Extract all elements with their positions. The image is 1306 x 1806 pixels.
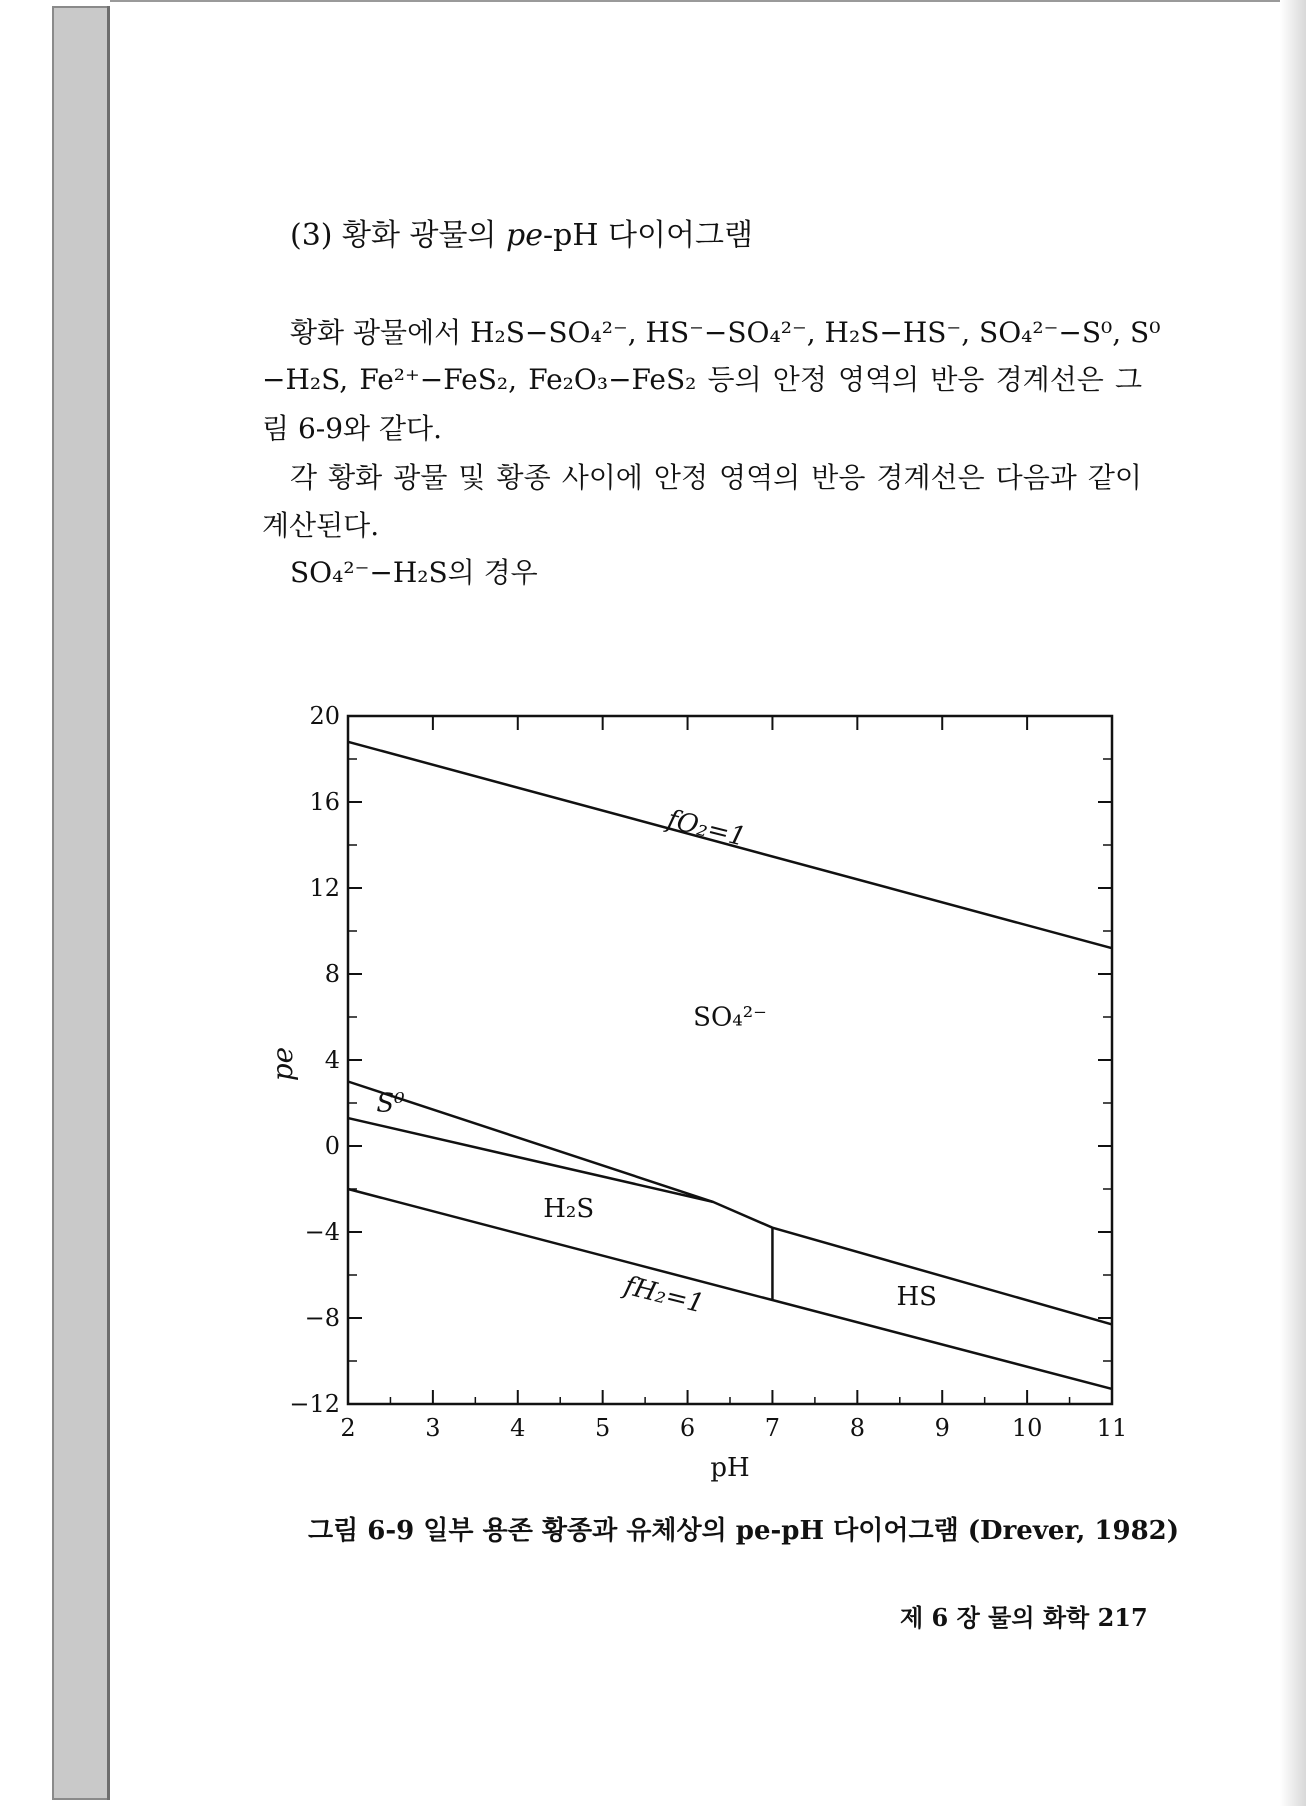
x-axis-label: pH <box>710 1453 750 1483</box>
boundary-line-3 <box>348 1118 713 1202</box>
body-line-4: 각 황화 광물 및 황종 사이에 안정 영역의 반응 경계선은 다음과 같이 <box>290 461 1142 494</box>
page-footer: 제 6 장 물의 화학 217 <box>900 1603 1148 1632</box>
x-tick-label: 4 <box>510 1414 526 1442</box>
y-tick-label: 8 <box>324 960 340 988</box>
region-label: H₂S <box>543 1193 595 1224</box>
x-tick-label: 3 <box>425 1414 441 1442</box>
x-tick-label: 2 <box>340 1414 356 1442</box>
y-tick-label: 16 <box>309 788 340 816</box>
x-tick-label: 7 <box>764 1414 781 1442</box>
boundary-line-4 <box>348 1189 1112 1389</box>
y-tick-label: −12 <box>289 1390 340 1418</box>
heading-suffix: -pH 다이어그램 <box>542 218 753 253</box>
body-line-6: SO₄²⁻−H₂S의 경우 <box>290 556 538 589</box>
y-tick-label: −8 <box>304 1304 340 1332</box>
y-tick-label: 12 <box>309 874 340 902</box>
y-axis-label: pe <box>266 1046 299 1082</box>
x-tick-label: 6 <box>679 1414 696 1442</box>
body-line-1: 황화 광물에서 H₂S−SO₄²⁻, HS⁻−SO₄²⁻, H₂S−HS⁻, SO₄²⁻−S⁰, S⁰ <box>290 316 1161 349</box>
figure-caption: 그림 6-9 일부 용존 황종과 유체상의 pe-pH 다이어그램 (Drever, 1982) <box>308 1516 1180 1546</box>
y-tick-label: 20 <box>309 702 340 730</box>
y-tick-label: 4 <box>324 1046 340 1074</box>
body-line-3: 림 6-9와 같다. <box>262 412 442 445</box>
line-label: fH₂=1 <box>621 1270 707 1320</box>
region-label: S⁰ <box>376 1088 405 1119</box>
region-label: HS <box>896 1282 938 1313</box>
heading-prefix: (3) 황화 광물의 <box>290 218 497 253</box>
body-line-5: 계산된다. <box>262 509 380 542</box>
x-tick-label: 8 <box>849 1414 865 1442</box>
x-tick-label: 5 <box>595 1414 611 1442</box>
x-tick-label: 10 <box>1011 1414 1043 1442</box>
y-tick-label: 0 <box>324 1132 340 1160</box>
heading-pe: pe <box>506 218 543 253</box>
y-tick-label: −4 <box>304 1218 340 1246</box>
x-tick-label: 11 <box>1096 1414 1128 1442</box>
body-line-2: −H₂S, Fe²⁺−FeS₂, Fe₂O₃−FeS₂ 등의 안정 영역의 반응 경계선은 그 <box>262 363 1142 396</box>
region-label: SO₄²⁻ <box>693 1002 767 1033</box>
x-tick-label: 9 <box>934 1414 950 1442</box>
line-label: fO₂=1 <box>664 804 749 853</box>
